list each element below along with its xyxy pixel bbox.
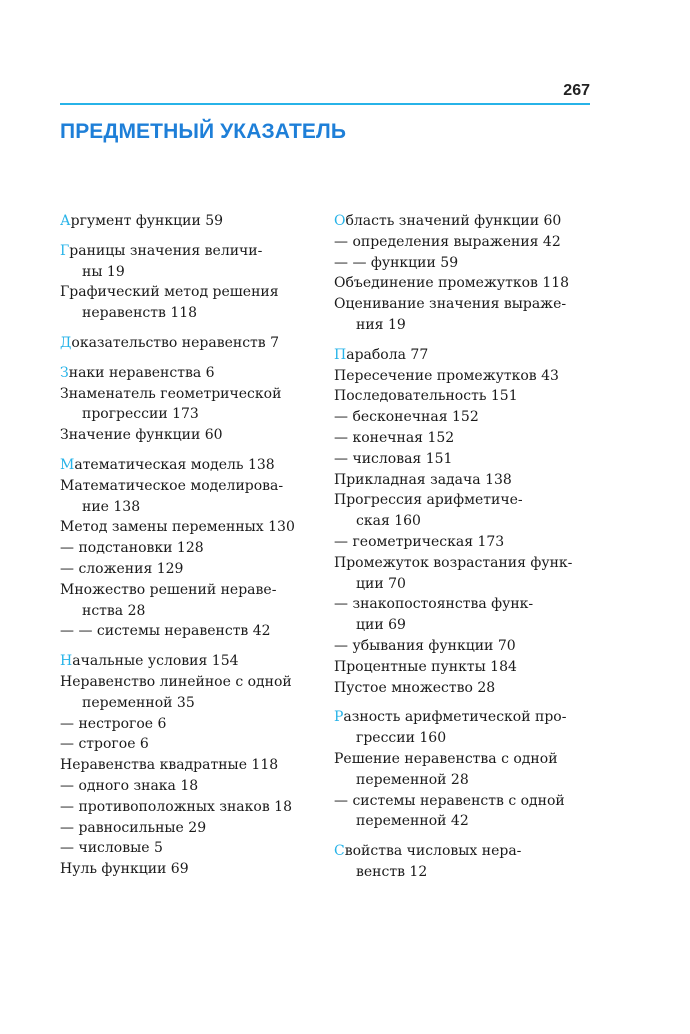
index-entry: — строгое 6 — [60, 736, 149, 753]
group-initial-letter: М — [60, 456, 75, 473]
index-entry-continuation: ние 138 — [82, 498, 141, 515]
index-entry-text: ачальные условия 154 — [72, 653, 239, 670]
index-letter-group — [60, 651, 322, 880]
index-entry: Объединение промежутков 118 — [334, 275, 570, 292]
index-entry-continuation: неравенств 118 — [82, 305, 198, 322]
index-entry: — числовая 151 — [334, 450, 453, 467]
index-column-left — [60, 211, 322, 889]
index-entry: — нестрогое 6 — [60, 715, 167, 732]
group-initial-letter: Н — [60, 653, 73, 670]
index-entry: Пустое множество 28 — [334, 679, 496, 696]
group-initial-letter: А — [60, 213, 71, 229]
index-entry-continuation: ции 70 — [356, 575, 406, 592]
index-letter-group — [334, 841, 592, 883]
index-letter-group — [334, 211, 592, 336]
index-entry — [60, 363, 322, 384]
index-letter-group — [60, 241, 322, 324]
page-title: ПРЕДМЕТНЫЙ УКАЗАТЕЛЬ — [60, 120, 347, 143]
index-entry: Последовательность 151 — [334, 388, 518, 405]
index-entry — [60, 455, 322, 476]
index-entry: Прикладная задача 138 — [334, 471, 512, 488]
index-entry — [334, 707, 592, 728]
page-number: 267 — [563, 82, 590, 99]
group-initial-letter: Д — [60, 334, 72, 351]
index-entry-text: раницы значения величи- — [69, 242, 263, 259]
index-entry: — конечная 152 — [334, 429, 455, 446]
index-letter-group — [60, 211, 322, 232]
index-entry-text: оказательство неравенств 7 — [71, 334, 280, 351]
index-entry: Нуль функции 69 — [60, 861, 189, 878]
index-entry: Графический метод решения — [60, 284, 279, 301]
index-entry-continuation: переменной 42 — [356, 813, 469, 830]
index-entry: — одного знака 18 — [60, 777, 199, 794]
index-entry: Знаменатель геометрической — [60, 385, 282, 402]
group-initial-letter: Г — [60, 242, 70, 259]
header-rule — [60, 103, 590, 105]
index-entry: — числовые 5 — [60, 840, 163, 857]
index-entry-continuation: прогрессии 173 — [82, 406, 199, 423]
index-entry: Промежуток возрастания функ- — [334, 554, 573, 571]
index-entry-continuation: ния 19 — [356, 316, 406, 333]
group-initial-letter: Р — [334, 709, 344, 726]
group-initial-letter: С — [334, 843, 345, 860]
index-entry — [60, 333, 322, 354]
index-letter-group — [60, 333, 322, 354]
index-entry-text: атематическая модель 138 — [74, 456, 275, 473]
index-entry-continuation: ции 69 — [356, 617, 406, 634]
index-entry-text: бласть значений функции 60 — [345, 213, 562, 229]
index-entry — [60, 651, 322, 672]
index-letter-group — [60, 363, 322, 446]
index-entry: — — функции 59 — [334, 254, 459, 271]
index-entry: Множество решений нераве- — [60, 581, 277, 598]
index-entry: Математическое моделирова- — [60, 477, 284, 494]
index-entry-text: войства числовых нера- — [344, 843, 522, 860]
index-entry: — равносильные 29 — [60, 819, 207, 836]
index-entry: — — системы неравенств 42 — [60, 623, 271, 640]
index-entry: — сложения 129 — [60, 560, 184, 577]
index-entry: Метод замены переменных 130 — [60, 519, 295, 536]
index-entry: — убывания функции 70 — [334, 637, 516, 654]
index-entry-text: ргумент функции 59 — [70, 213, 224, 229]
index-entry: — определения выражения 42 — [334, 233, 561, 250]
index-entry: Значение функции 60 — [60, 427, 223, 444]
index-entry: — системы неравенств с одной — [334, 792, 565, 809]
index-entry: Процентные пункты 184 — [334, 658, 517, 675]
index-entry: Оценивание значения выраже- — [334, 296, 567, 313]
group-initial-letter: З — [60, 364, 69, 381]
index-letter-group — [60, 455, 322, 642]
index-entry: — подстановки 128 — [60, 540, 204, 557]
index-letter-group — [334, 345, 592, 699]
index-entry: Решение неравенства с одной — [334, 750, 558, 767]
index-entry — [334, 211, 592, 232]
index-entry — [60, 241, 322, 262]
index-entry-continuation: грессии 160 — [356, 730, 447, 747]
index-entry: Неравенство линейное с одной — [60, 673, 292, 690]
index-entry-text: наки неравенства 6 — [68, 364, 215, 381]
index-entry — [334, 841, 592, 862]
index-entry-continuation: венств 12 — [356, 863, 428, 880]
group-initial-letter: П — [334, 346, 347, 363]
index-entry: — знакопостоянства функ- — [334, 596, 534, 613]
index-entry: Пересечение промежутков 43 — [334, 367, 559, 384]
index-entry — [60, 211, 322, 232]
index-entry — [334, 345, 592, 366]
index-letter-group — [334, 707, 592, 832]
index-entry: Прогрессия арифметиче- — [334, 492, 523, 509]
index-entry: Неравенства квадратные 118 — [60, 757, 279, 774]
index-entry-continuation: ская 160 — [356, 513, 421, 530]
index-column-right — [334, 211, 592, 892]
index-entry: — противоположных знаков 18 — [60, 798, 292, 815]
index-entry-text: азность арифметической про- — [343, 709, 567, 726]
index-entry: — геометрическая 173 — [334, 533, 505, 550]
index-entry-continuation: нства 28 — [82, 602, 146, 619]
index-entry-text: арабола 77 — [346, 346, 429, 363]
index-entry-continuation: переменной 28 — [356, 771, 469, 788]
index-entry: — бесконечная 152 — [334, 409, 479, 426]
index-entry-continuation: переменной 35 — [82, 694, 195, 711]
group-initial-letter: О — [334, 213, 346, 229]
index-entry-continuation: ны 19 — [82, 263, 125, 280]
